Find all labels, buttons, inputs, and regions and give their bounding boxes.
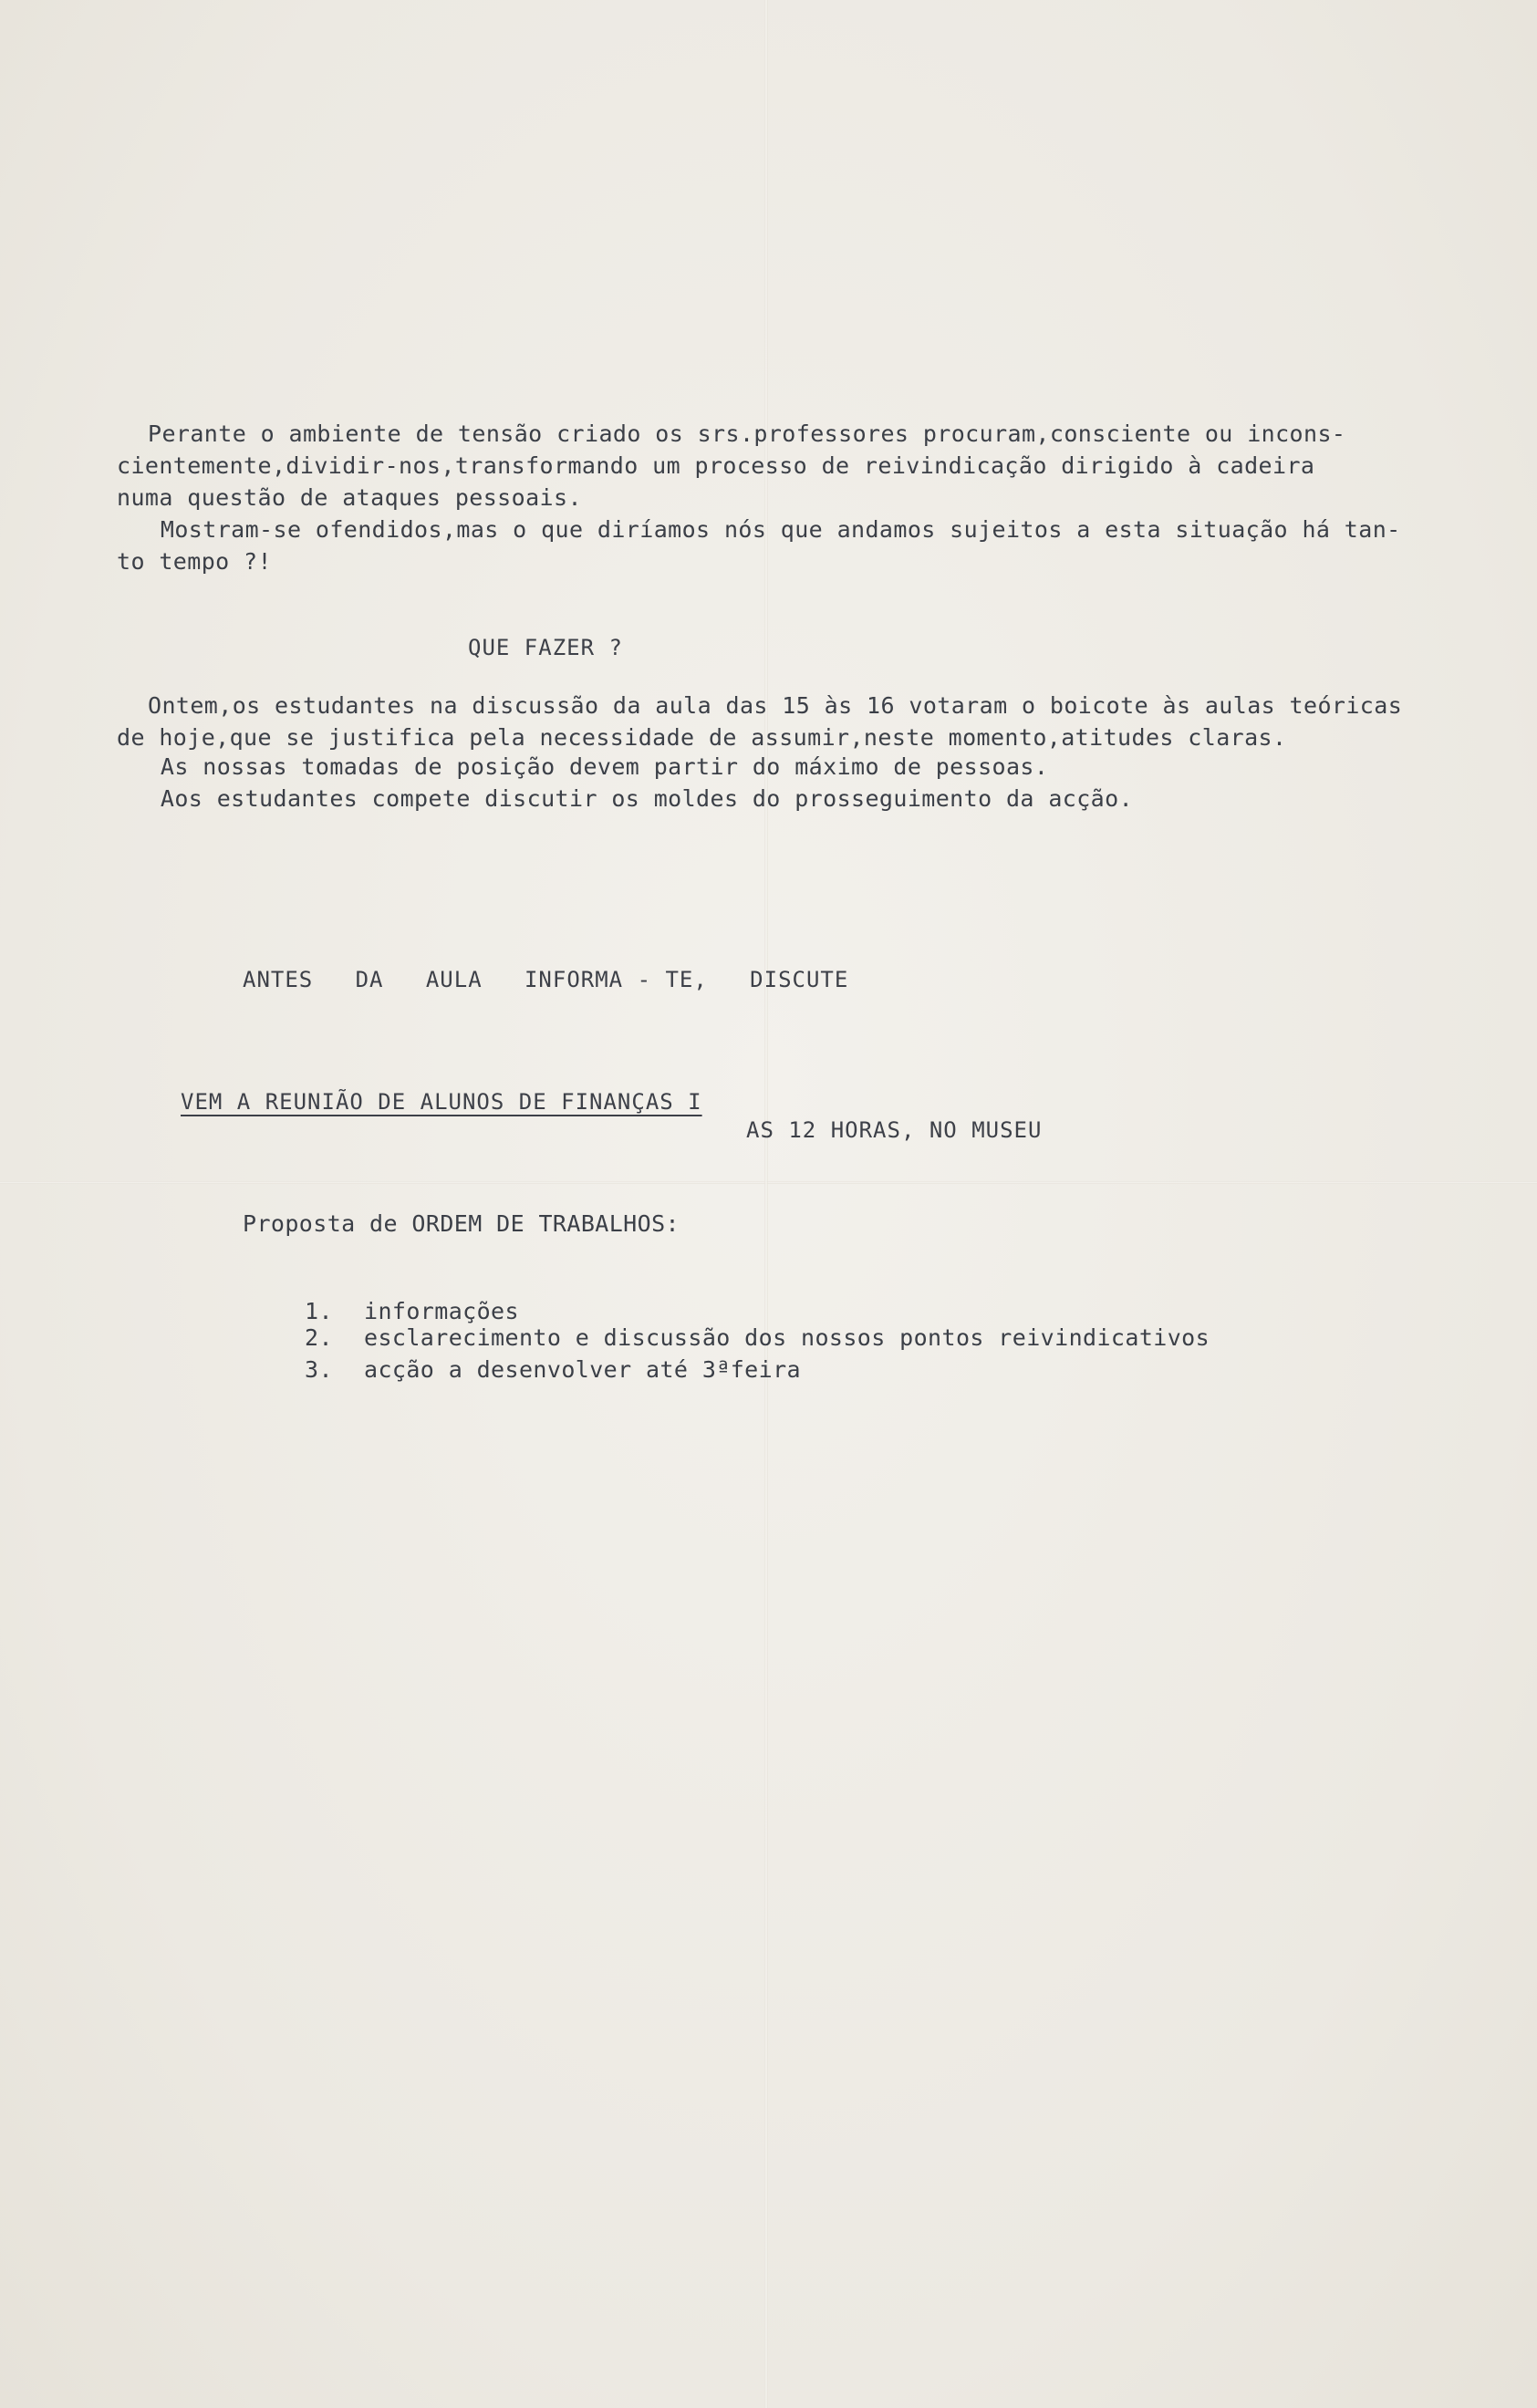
agenda-item-number: 3. — [305, 1356, 333, 1383]
agenda-item-text: esclarecimento e discussão dos nossos pontos reivindicativos — [364, 1324, 1210, 1351]
agenda-item-text: informações — [364, 1298, 519, 1324]
text-line: numa questão de ataques pessoais. — [117, 484, 582, 511]
fold-line-vertical — [764, 0, 768, 2408]
section-heading: QUE FAZER ? — [468, 635, 623, 660]
text-line: Perante o ambiente de tensão criado os srs.professores procuram,consciente ou incons- — [148, 420, 1346, 447]
agenda-label: Proposta de ORDEM DE TRABALHOS: — [243, 1210, 680, 1237]
text-line: de hoje,que se justifica pela necessidade de assumir,neste momento,atitudes claras. — [117, 724, 1287, 751]
agenda-item-text: acção a desenvolver até 3ªfeira — [364, 1356, 801, 1383]
text-line: Mostram-se ofendidos,mas o que diríamos nós que andamos sujeitos a esta situação há tan- — [132, 516, 1401, 543]
agenda-item-number: 2. — [305, 1324, 333, 1351]
fold-line-horizontal — [0, 1181, 1537, 1184]
callout-text: ANTES DA AULA INFORMA - TE, DISCUTE — [243, 967, 849, 992]
agenda-item-number: 1. — [305, 1298, 333, 1324]
text-line: Aos estudantes compete discutir os moldes do prosseguimento da acção. — [132, 785, 1134, 812]
text-line: As nossas tomadas de posição devem partir do máximo de pessoas. — [132, 753, 1049, 780]
text-line: cientemente,dividir-nos,transformando um processo de reivindicação dirigido à cadeira — [117, 452, 1315, 479]
meeting-title: VEM A REUNIÃO DE ALUNOS DE FINANÇAS I — [181, 1089, 702, 1115]
text-line: Ontem,os estudantes na discussão da aula das 15 às 16 votaram o boicote às aulas teóricas — [148, 692, 1403, 719]
text-line: to tempo ?! — [117, 548, 272, 575]
meeting-time-place: AS 12 HORAS, NO MUSEU — [746, 1117, 1043, 1143]
